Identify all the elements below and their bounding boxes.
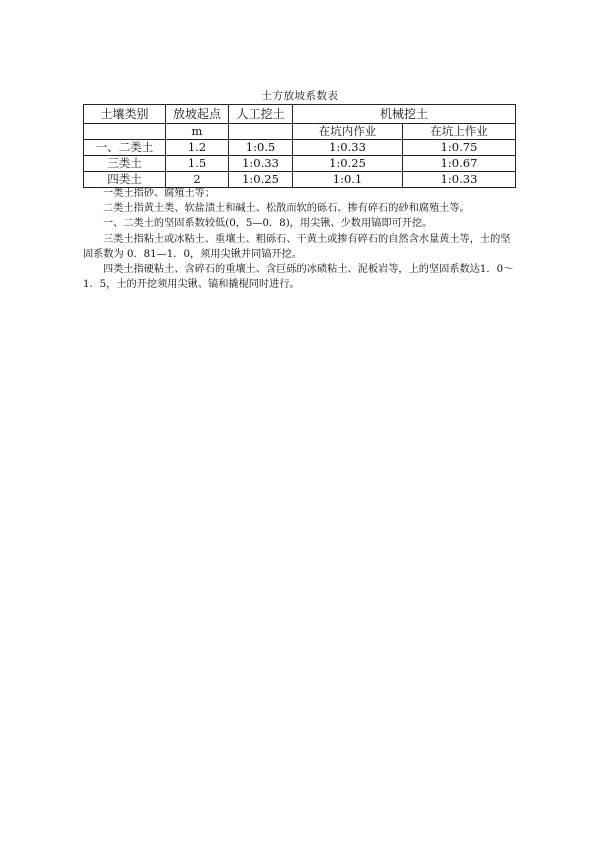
cell-slope-start: 1.5 <box>166 156 229 172</box>
subheader-on-pit: 在坑上作业 <box>403 124 516 140</box>
subheader-unit: m <box>166 124 229 140</box>
cell-manual-dig: 1:0.25 <box>229 172 293 188</box>
cell-slope-start: 1.2 <box>166 140 229 156</box>
subheader-in-pit: 在坑内作业 <box>293 124 403 140</box>
cell-in-pit: 1:0.33 <box>293 140 403 156</box>
cell-on-pit: 1:0.33 <box>403 172 516 188</box>
cell-soil-type: 一、二类土 <box>84 140 166 156</box>
slope-coefficient-table <box>83 104 516 188</box>
note-paragraph: 一类土指砂、腐殖土等； <box>103 188 216 199</box>
table-header-row <box>84 105 516 124</box>
header-slope-start: 放坡起点 <box>166 105 229 124</box>
document-title: 土方放坡系数表 <box>261 90 339 102</box>
notes-section <box>83 186 515 292</box>
table-subheader-row <box>84 124 516 140</box>
cell-slope-start: 2 <box>166 172 229 188</box>
cell-soil-type: 四类土 <box>84 172 166 188</box>
subheader-empty <box>229 124 293 140</box>
note-paragraph: 三类土指粘土或冰粘土、重壤土、粗砾石、干黄土或掺有碎石的自然含水量黄土等，土的坚固系数为 0．81—1．0，须用尖锹并同镐开挖。 <box>83 233 511 260</box>
cell-manual-dig: 1:0.33 <box>229 156 293 172</box>
header-machine-dig: 机械挖土 <box>293 105 516 124</box>
header-soil-type: 土壤类别 <box>84 105 166 124</box>
table-row <box>84 156 516 172</box>
cell-on-pit: 1:0.75 <box>403 140 516 156</box>
cell-in-pit: 1:0.1 <box>293 172 403 188</box>
subheader-empty <box>84 124 166 140</box>
cell-soil-type: 三类土 <box>84 156 166 172</box>
note-paragraph: 二类土指黄土类、软盐渍土和碱土、松散而软的砾石、掺有碎石的砂和腐殖土等。 <box>103 203 470 215</box>
table-row <box>84 140 516 156</box>
cell-manual-dig: 1:0.5 <box>229 140 293 156</box>
header-manual-dig: 人工挖土 <box>229 105 293 124</box>
cell-in-pit: 1:0.25 <box>293 156 403 172</box>
note-paragraph: 四类土指硬粘土、含碎石的重壤土、含巨砾的冰碛粘土、泥板岩等，上的坚固系数达1．0～1．5，土的开挖须用尖锹、镐和撬棍同时进行。 <box>83 264 514 291</box>
cell-on-pit: 1:0.67 <box>403 156 516 172</box>
note-paragraph: 一、二类土的坚固系数较低(0，5—0．8)，用尖锹、少数用镐即可开挖。 <box>103 218 433 230</box>
